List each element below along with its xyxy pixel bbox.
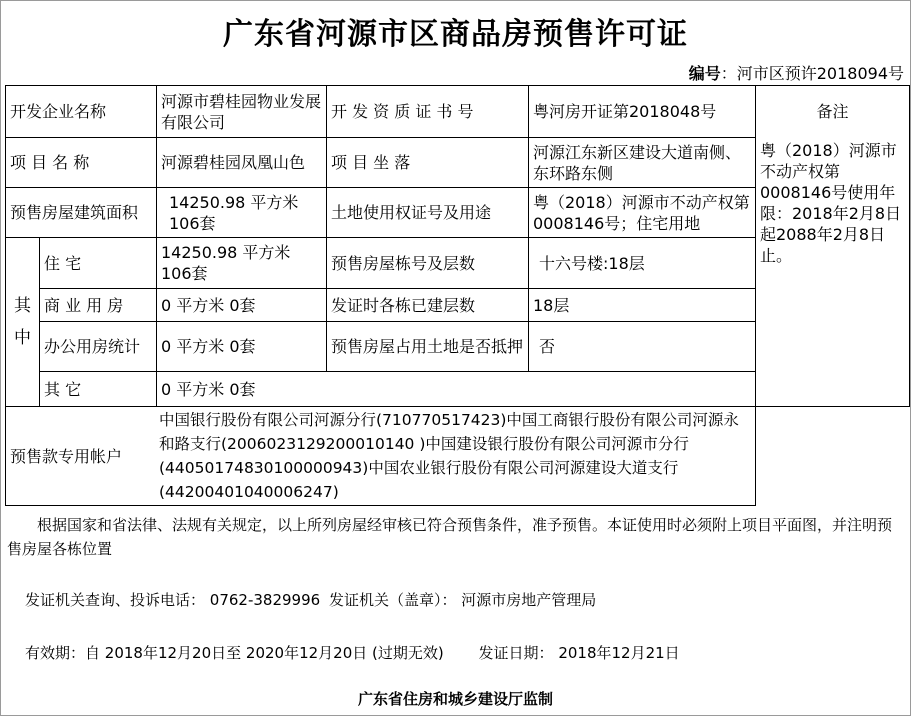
issue-date-value: 2018年12月21日 (558, 644, 680, 662)
project-location-label: 项 目 坐 落 (331, 153, 411, 172)
developer-label: 开发企业名称 (10, 102, 107, 121)
document-title: 广东省河源市区商品房预售许可证 (223, 17, 688, 52)
certificate-number-separator: ： (720, 64, 737, 83)
developer-value: 河源市碧桂园物业发展有限公司 (161, 91, 322, 132)
built-floors-label: 发证时各栋已建层数 (331, 295, 476, 315)
remarks-label: 备注 (816, 102, 849, 121)
office-label: 办公用房统计 (44, 337, 141, 356)
footer-supervisor: 广东省住房和城乡建设厅监制 (357, 690, 553, 708)
validity-label: 有效期： (25, 644, 86, 662)
land-cert-label: 土地使用权证号及用途 (331, 203, 492, 222)
residential-value: 14250.98 平方米 106套 (161, 243, 291, 283)
validity-value: 自 2018年12月20日至 2020年12月20日 (过期无效) (85, 644, 444, 662)
building-floors-value: 十六号楼:18层 (539, 253, 645, 273)
certificate-number-label: 编号 (688, 64, 721, 83)
table-line (909, 85, 910, 406)
other-value: 0 平方米 0套 (161, 379, 256, 399)
phone-label: 发证机关查询、投诉电话： (25, 591, 206, 609)
among-label-1: 其 (14, 296, 31, 316)
qualification-label: 开 发 资 质 证 书 号 (331, 102, 474, 121)
other-label: 其 它 (44, 379, 82, 399)
project-location-value: 河源江东新区建设大道南侧、东环路东侧 (533, 142, 742, 183)
office-value: 0 平方米 0套 (161, 337, 256, 356)
qualification-value: 粤河房开证第2018048号 (533, 102, 717, 121)
among-label-2: 中 (14, 328, 31, 348)
project-name-value: 河源碧桂园凤凰山色 (161, 153, 306, 172)
mortgage-label: 预售房屋占用土地是否抵押 (331, 337, 524, 356)
validity-line (25, 641, 680, 665)
commercial-value: 0 平方米 0套 (161, 295, 256, 315)
issue-date-label: 发证日期： (478, 644, 554, 662)
contact-line (25, 588, 596, 612)
issuer-value: 河源市房地产管理局 (461, 591, 597, 609)
among-label (6, 238, 39, 406)
presale-area-label: 预售房屋建筑面积 (10, 203, 139, 222)
remarks-value: 粤（2018）河源市不动产权第0008146号使用年限：2018年2月8日起2088年2月8日止。 (760, 141, 902, 265)
table-line (5, 505, 756, 506)
presale-area-value: 14250.98 平方米 106套 (169, 192, 299, 233)
residential-label: 住 宅 (44, 253, 82, 273)
building-floors-label: 预售房屋栋号及层数 (331, 253, 476, 273)
land-cert-value: 粤（2018）河源市不动产权第0008146号；住宅用地 (533, 192, 750, 233)
commercial-label: 商 业 用 房 (44, 295, 124, 315)
account-value: 中国银行股份有限公司河源分行(710770517423)中国工商银行股份有限公司河源永和路支行(2006023129200010140 )中国建设银行股份有限公司河源市分行 (44050174830100000943)中国农业银行股份有限公司河源建设大道支行(44200401040006247) (159, 411, 739, 501)
built-floors-value: 18层 (533, 295, 570, 315)
phone-value: 0762-3829996 (209, 591, 321, 609)
mortgage-value: 否 (539, 337, 556, 356)
certificate-number-value: 河市区预许2018094号 (736, 64, 904, 83)
account-label: 预售款专用帐户 (10, 446, 123, 466)
notice-text: 根据国家和省法律、法规有关规定，以上所列房屋经审核已符合预售条件，准予预售。本证使用时必须附上项目平面图，并注明预售房屋各栋位置 (7, 516, 893, 558)
issuer-label: 发证机关（盖章）： (328, 591, 457, 609)
project-name-label: 项 目 名 称 (10, 153, 90, 172)
